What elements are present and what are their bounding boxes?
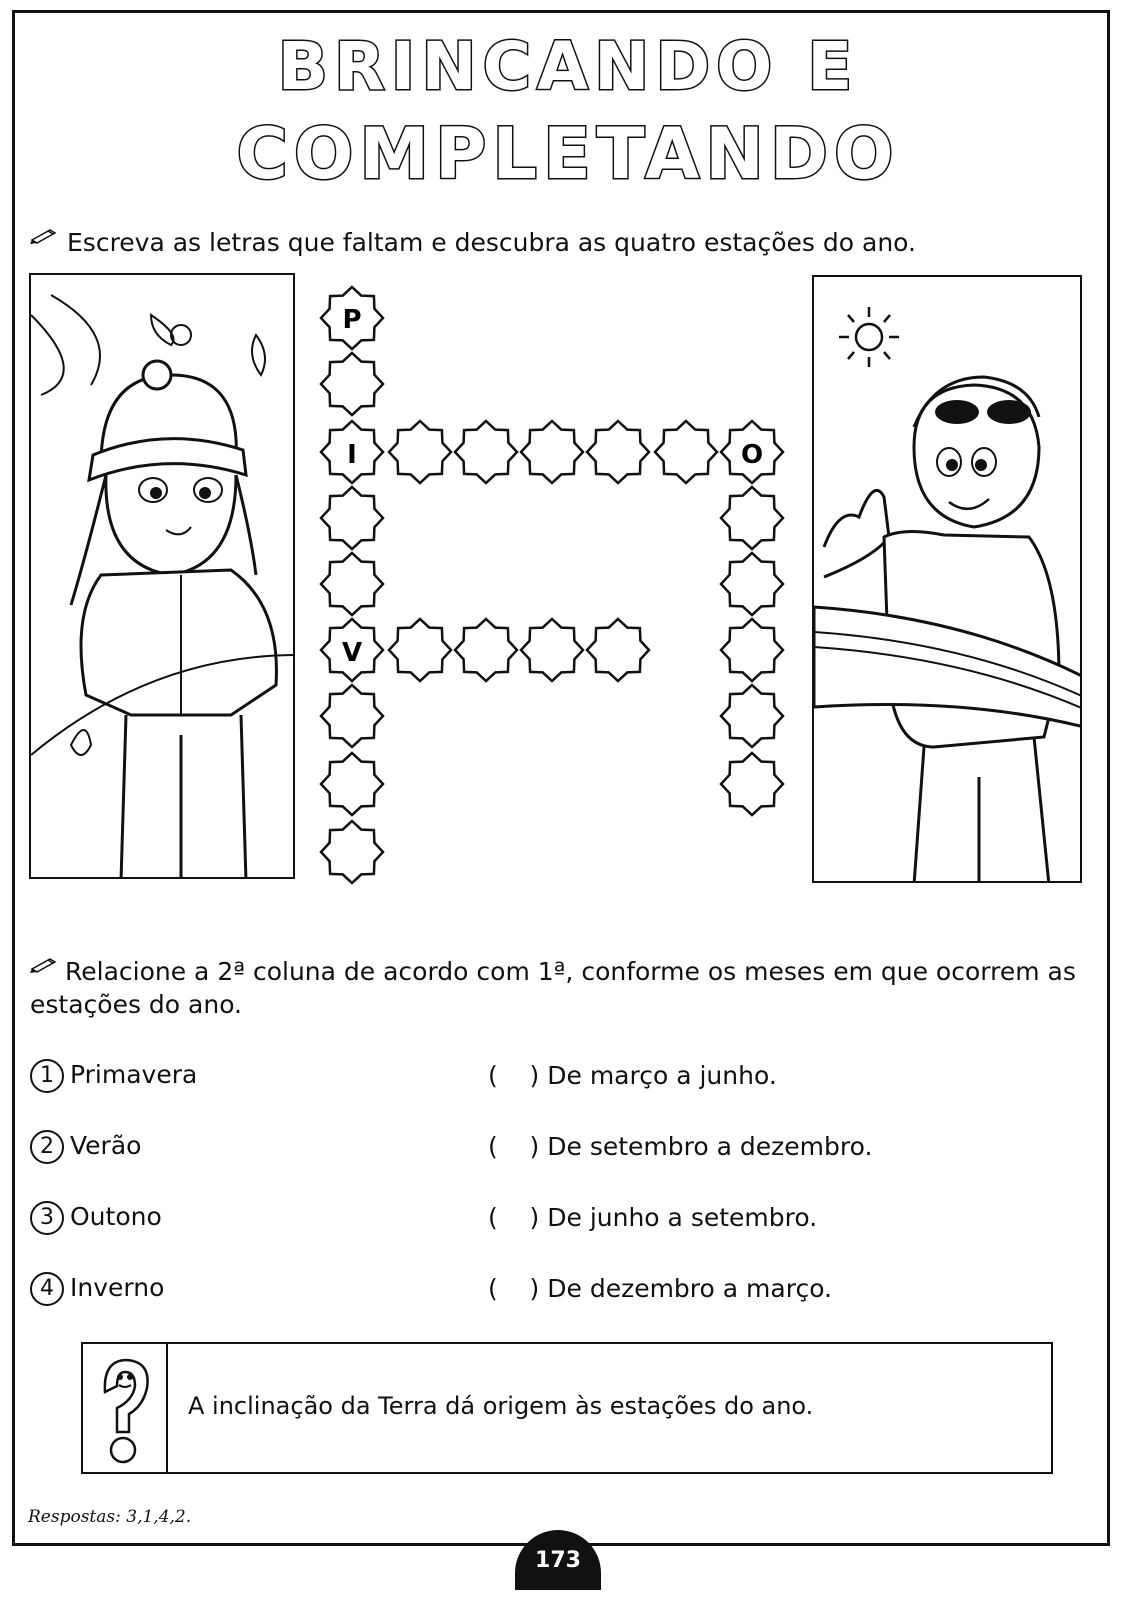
season-item [30,1272,164,1306]
page-number: 173 [515,1530,601,1590]
season-number: 4 [30,1272,64,1306]
crossword-cell[interactable] [587,421,649,483]
season-item [30,1130,141,1164]
crossword-cell[interactable] [655,421,717,483]
answer-blank[interactable]: ( ) [488,1274,540,1303]
title-line-1: BRINCANDO E [277,28,859,105]
crossword-cell[interactable] [455,619,517,681]
pencil-icon [30,955,58,973]
crossword-letter-v: V [341,638,363,668]
crossword-letter-i: I [347,440,357,470]
crossword-cell[interactable] [521,421,583,483]
crossword-letter-o: O [740,440,764,470]
title-line-2: COMPLETANDO [236,113,900,195]
season-label: Primavera [70,1060,198,1089]
crossword-cell[interactable] [455,421,517,483]
season-number: 3 [30,1201,64,1235]
exercise1-instruction: Escreva as letras que faltam e descubra as quatro estações do ano. [67,228,916,257]
crossword-cell[interactable] [721,487,783,549]
question-mark-icon [93,1352,157,1466]
crossword-letter-p: P [342,305,362,335]
crossword-cell[interactable] [389,421,451,483]
exercise2-instruction-line2: estações do ano. [30,990,242,1019]
month-label: De dezembro a março. [547,1274,832,1303]
month-item [488,1061,777,1090]
season-item [30,1201,162,1235]
fact-box-divider [166,1344,168,1472]
season-label: Inverno [70,1273,165,1302]
month-label: De junho a setembro. [547,1203,818,1232]
answer-blank[interactable]: ( ) [488,1132,540,1161]
crossword-cell[interactable] [321,821,383,883]
season-label: Outono [70,1202,162,1231]
month-label: De março a junho. [547,1061,777,1090]
answer-blank[interactable]: ( ) [488,1203,540,1232]
crossword-cell[interactable] [321,487,383,549]
crossword-cell[interactable] [321,685,383,747]
crossword-cell[interactable] [721,553,783,615]
season-number: 2 [30,1130,64,1164]
crossword-cell[interactable] [521,619,583,681]
month-item [488,1132,872,1161]
crossword-cell[interactable] [721,753,783,815]
crossword-cell[interactable] [721,685,783,747]
crossword-cell[interactable] [321,353,383,415]
exercise2-instruction-line1: Relacione a 2ª coluna de acordo com 1ª, conforme os meses em que ocorrem as [65,957,1076,986]
crossword-cell[interactable] [321,553,383,615]
season-label: Verão [70,1131,142,1160]
crossword-cell[interactable] [389,619,451,681]
fact-text: A inclinação da Terra dá origem às estações do ano. [188,1392,814,1420]
fact-box [81,1342,1053,1474]
answer-blank[interactable]: ( ) [488,1061,540,1090]
month-label: De setembro a dezembro. [547,1132,873,1161]
crossword-cell[interactable] [321,753,383,815]
season-number: 1 [30,1059,64,1093]
crossword-cell[interactable] [587,619,649,681]
answers-footnote: Respostas: 3,1,4,2. [28,1507,192,1527]
season-item [30,1059,197,1093]
month-item [488,1203,817,1232]
crossword-cell[interactable] [721,619,783,681]
month-item [488,1274,832,1303]
